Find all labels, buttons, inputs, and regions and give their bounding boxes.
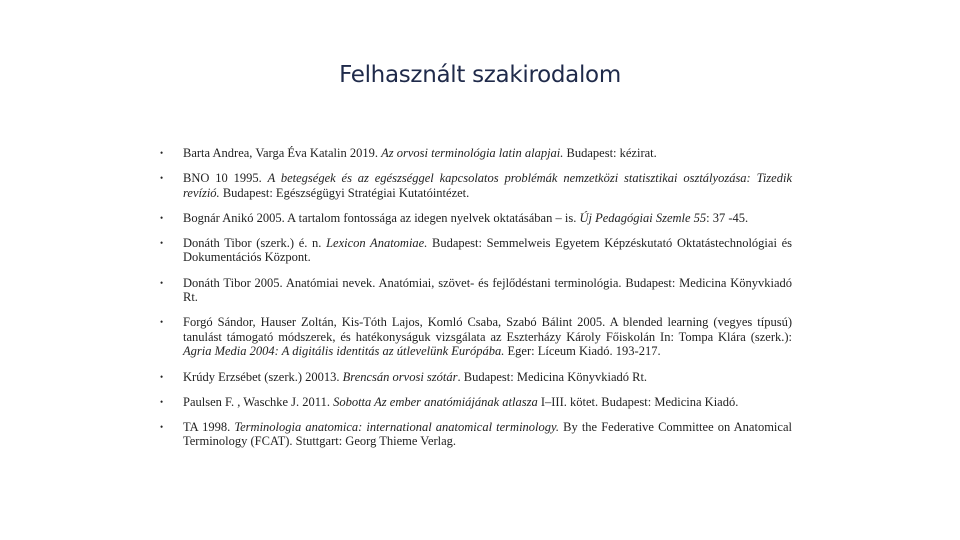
bullet-icon: • xyxy=(160,277,164,288)
reference-text: Paulsen F. , Waschke J. 2011. xyxy=(183,394,334,409)
bullet-icon: • xyxy=(160,237,164,248)
bullet-icon: • xyxy=(160,212,164,223)
reference-text: : 37 -45. xyxy=(706,210,749,225)
reference-text: By the Federative Committee on Anatomical Terminology (FCAT). Stuttgart: Georg Thieme Verlag. xyxy=(183,419,792,449)
reference-title: A betegségek és az egészséggel kapcsolatos problémák nemzetközi statisztikai osztályozása: Tizedik revízió. xyxy=(183,171,792,200)
reference-text: Barta Andrea, Varga Éva Katalin 2019. xyxy=(183,146,382,160)
reference-title: Sobotta Az ember anatómiájának atlasza xyxy=(333,394,538,409)
reference-list xyxy=(160,146,792,459)
reference-item xyxy=(160,315,792,359)
reference-text: Eger: Líceum Kiadó. 193-217. xyxy=(504,344,661,359)
reference-item xyxy=(160,370,792,385)
reference-text: Budapest: Egészségügyi Stratégiai Kutatóintézet. xyxy=(219,185,470,200)
reference-item xyxy=(160,420,792,449)
reference-text: Bognár Anikó 2005. A tartalom fontossága az idegen nyelvek oktatásában – is. xyxy=(183,210,580,225)
bullet-icon: • xyxy=(160,173,164,184)
bullet-icon: • xyxy=(160,396,164,407)
bullet-icon: • xyxy=(160,148,164,158)
reference-title: Agria Media 2004: A digitális identitás az útlevelünk Európába. xyxy=(183,344,505,359)
reference-text: Krúdy Erzsébet (szerk.) 20013. xyxy=(183,369,343,384)
bullet-icon: • xyxy=(160,421,164,432)
reference-item xyxy=(160,276,792,305)
reference-text: . Budapest: Medicina Könyvkiadó Rt. xyxy=(457,369,648,384)
bullet-icon: • xyxy=(160,317,164,328)
reference-item xyxy=(160,146,792,161)
reference-text: Donáth Tibor (szerk.) é. n. xyxy=(183,235,327,250)
reference-title: Az orvosi terminológia latin alapjai. xyxy=(381,146,564,160)
slide-title: Felhasznált szakirodalom xyxy=(339,62,621,88)
reference-title: Brencsán orvosi szótár xyxy=(342,369,458,384)
reference-item xyxy=(160,211,792,226)
reference-text: Budapest: kézirat. xyxy=(563,146,657,160)
reference-text: BNO 10 1995. xyxy=(183,171,268,186)
reference-text: I–III. kötet. Budapest: Medicina Kiadó. xyxy=(537,394,739,409)
reference-title: Terminologia anatomica: international anatomical terminology. xyxy=(234,419,559,434)
reference-text: Budapest: Semmelweis Egyetem Képzéskutató Oktatástechnológiai és Dokumentációs Központ. xyxy=(183,235,792,265)
bullet-icon: • xyxy=(160,371,164,382)
reference-text: Donáth Tibor 2005. Anatómiai nevek. Anatómiai, szövet- és fejlődéstani terminológia. Budapest: Medicina Könyvkiadó Rt. xyxy=(183,275,792,305)
reference-item xyxy=(160,395,792,410)
reference-title: Új Pedagógiai Szemle 55 xyxy=(579,210,707,225)
reference-text: TA 1998. xyxy=(183,419,235,434)
reference-title: Lexicon Anatomiae. xyxy=(326,235,428,250)
reference-text: Forgó Sándor, Hauser Zoltán, Kis-Tóth Lajos, Komló Csaba, Szabó Bálint 2005. A blended learning (vegyes típusú) tanulást támogató módszerek, és hatékonyságuk vizsgálata az Eszterházy Károly Főiskolán In: Tompa Klára (szerk.): xyxy=(183,315,792,344)
reference-item xyxy=(160,236,792,265)
reference-item xyxy=(160,171,792,200)
